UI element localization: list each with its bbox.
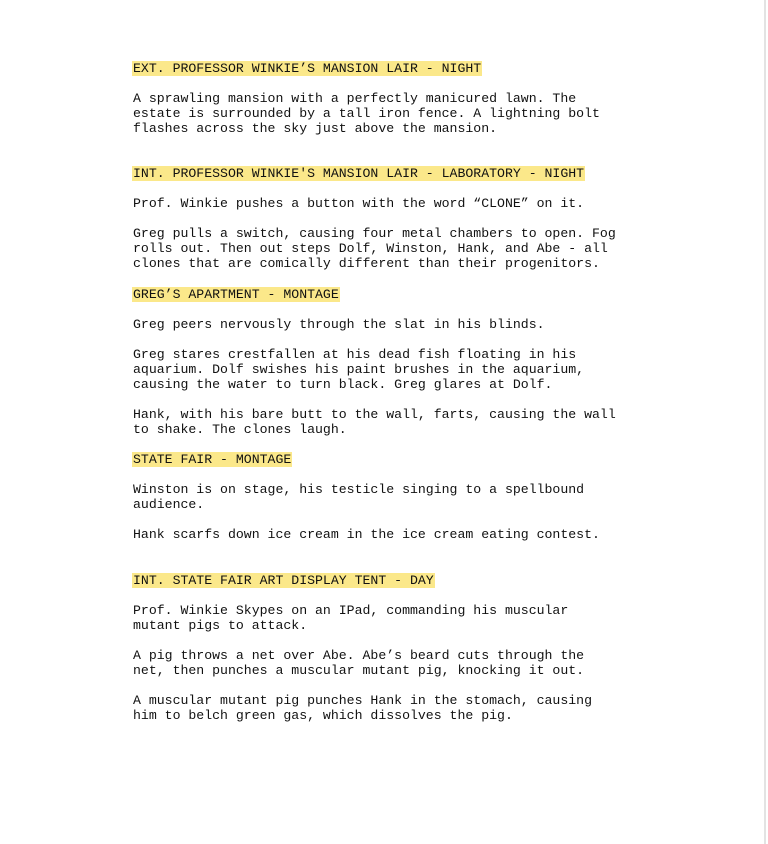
action-paragraph: Winston is on stage, his testicle singing to a spellbound audience. (133, 482, 585, 512)
scene-heading (133, 287, 340, 302)
scene-heading (133, 452, 292, 467)
scene-heading-highlight: STATE FAIR - MONTAGE (133, 452, 292, 467)
action-paragraph: A sprawling mansion with a perfectly manicured lawn. The estate is surrounded by a tall iron fence. A lightning bolt flashes across the sky just above the mansion. (133, 91, 600, 136)
scene-heading-highlight: INT. STATE FAIR ART DISPLAY TENT - DAY (133, 573, 434, 588)
action-paragraph: Prof. Winkie pushes a button with the word “CLONE” on it. (133, 196, 585, 211)
scene-heading (133, 573, 435, 588)
scene-heading-highlight: INT. PROFESSOR WINKIE'S MANSION LAIR - LABORATORY - NIGHT (133, 166, 585, 181)
scene-heading (133, 61, 482, 76)
action-paragraph: Prof. Winkie Skypes on an IPad, commanding his muscular mutant pigs to attack. (133, 603, 569, 633)
scene-heading (133, 166, 585, 181)
action-paragraph: Greg pulls a switch, causing four metal chambers to open. Fog rolls out. Then out steps Dolf, Winston, Hank, and Abe - all clones that are comically different than their progenitors. (133, 226, 616, 271)
action-paragraph: Greg peers nervously through the slat in his blinds. (133, 317, 545, 332)
action-paragraph: A pig throws a net over Abe. Abe’s beard cuts through the net, then punches a muscular mutant pig, knocking it out. (133, 648, 585, 678)
action-paragraph: Greg stares crestfallen at his dead fish floating in his aquarium. Dolf swishes his paint brushes in the aquarium, causing the water to turn black. Greg glares at Dolf. (133, 347, 585, 392)
scene-heading-highlight: GREG’S APARTMENT - MONTAGE (133, 287, 339, 302)
scene-heading-highlight: EXT. PROFESSOR WINKIE’S MANSION LAIR - NIGHT (133, 61, 482, 76)
action-paragraph: A muscular mutant pig punches Hank in the stomach, causing him to belch green gas, which dissolves the pig. (133, 693, 592, 723)
action-paragraph: Hank scarfs down ice cream in the ice cream eating contest. (133, 527, 600, 542)
action-paragraph: Hank, with his bare butt to the wall, farts, causing the wall to shake. The clones laugh. (133, 407, 616, 437)
